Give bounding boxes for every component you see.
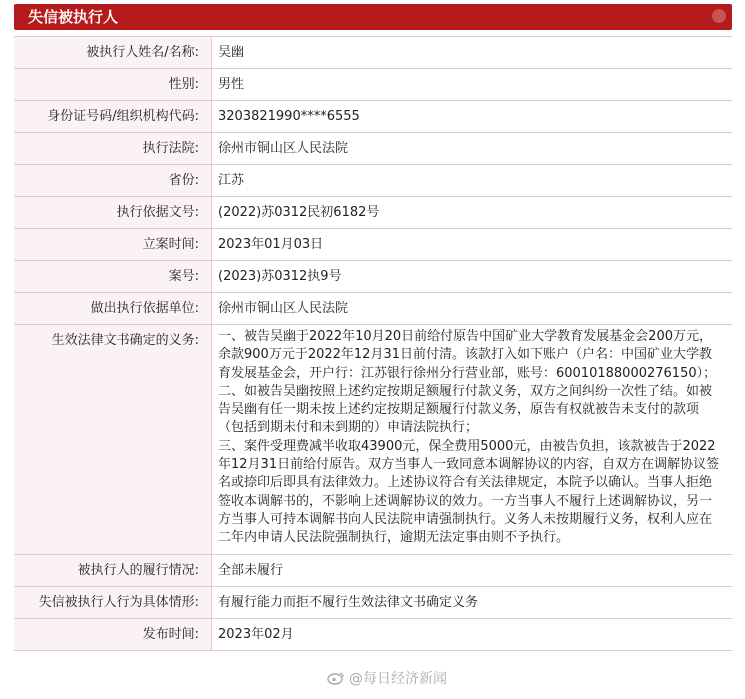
- field-label: 生效法律文书确定的义务:: [14, 325, 212, 554]
- field-label: 被执行人姓名/名称:: [14, 37, 212, 68]
- table-row: [14, 133, 732, 165]
- table-row: [14, 37, 732, 69]
- table-row: [14, 587, 732, 619]
- table-row: [14, 293, 732, 325]
- field-label: 被执行人的履行情况:: [14, 555, 212, 586]
- table-row: [14, 69, 732, 101]
- table-row: [14, 555, 732, 587]
- section-title: 失信被执行人: [28, 8, 119, 26]
- field-label: 做出执行依据单位:: [14, 293, 212, 324]
- field-label: 发布时间:: [14, 619, 212, 650]
- field-label: 身份证号码/组织机构代码:: [14, 101, 212, 132]
- obligation-paragraph: 一、被告吴幽于2022年10月20日前给付原告中国矿业大学教育发展基金会200万元，余款900万元于2022年12月31日前付清。该款打入如下账户（户名：中国矿业大学教育发展基金会，开户行：江苏银行徐州分行营业部，账号：60010188000276150）；二、如被告吴幽按照上述约定按期足额履行付款义务，双方之间纠纷一次性了结。如被告吴幽有任一期未按上述约定按期足额履行付款义务，原告有权就被告未支付的款项（包括到期未付和未到期的）申请法院执行；: [218, 329, 717, 436]
- field-value: 徐州市铜山区人民法院: [218, 301, 349, 316]
- field-label: 省份:: [14, 165, 212, 196]
- field-value: 吴幽: [218, 45, 245, 60]
- field-value: (2023)苏0312执9号: [218, 269, 342, 284]
- table-row: [14, 197, 732, 229]
- field-label: 执行依据文号:: [14, 197, 212, 228]
- field-label: 立案时间:: [14, 229, 212, 260]
- section-header: [14, 4, 732, 30]
- field-value: 有履行能力而拒不履行生效法律文书确定义务: [218, 594, 479, 610]
- table-row: [14, 619, 732, 651]
- table-row: [14, 261, 732, 293]
- field-label: 执行法院:: [14, 133, 212, 164]
- field-value: 全部未履行: [218, 562, 284, 578]
- table-row-obligation: [14, 325, 732, 555]
- field-value: 男性: [218, 77, 245, 92]
- table-row: [14, 229, 732, 261]
- field-value: 2023年01月03日: [218, 237, 324, 252]
- table-row: [14, 165, 732, 197]
- watermark: [327, 668, 447, 688]
- obligation-text: [212, 325, 732, 554]
- field-value: 江苏: [218, 173, 245, 188]
- watermark-text: @每日经济新闻: [349, 671, 447, 687]
- weibo-icon: [327, 671, 345, 685]
- field-value: 3203821990****6555: [218, 109, 360, 124]
- field-value: 徐州市铜山区人民法院: [218, 141, 349, 156]
- field-label: 案号:: [14, 261, 212, 292]
- table-row: [14, 101, 732, 133]
- info-table: [14, 36, 732, 651]
- field-value: (2022)苏0312民初6182号: [218, 205, 380, 220]
- field-label: 失信被执行人行为具体情形:: [14, 587, 212, 618]
- decoration-icon: [710, 7, 728, 25]
- field-label: 性别:: [14, 69, 212, 100]
- obligation-paragraph: 三、案件受理费减半收取43900元，保全费用5000元，由被告负担，该款被告于2022年12月31日前给付原告。双方当事人一致同意本调解协议的内容，自双方在调解协议签名或捺印后即具有法律效力。上述协议符合有关法律规定，本院予以确认。当事人拒绝签收本调解书的，不影响上述调解协议的效力。一方当事人不履行上述调解协议，另一方当事人可持本调解书向人民法院申请强制执行。义务人未按期履行义务，权利人应在二年内申请人民法院强制执行，逾期无法定事由则不予执行。: [218, 438, 720, 546]
- field-value: 2023年02月: [218, 626, 294, 642]
